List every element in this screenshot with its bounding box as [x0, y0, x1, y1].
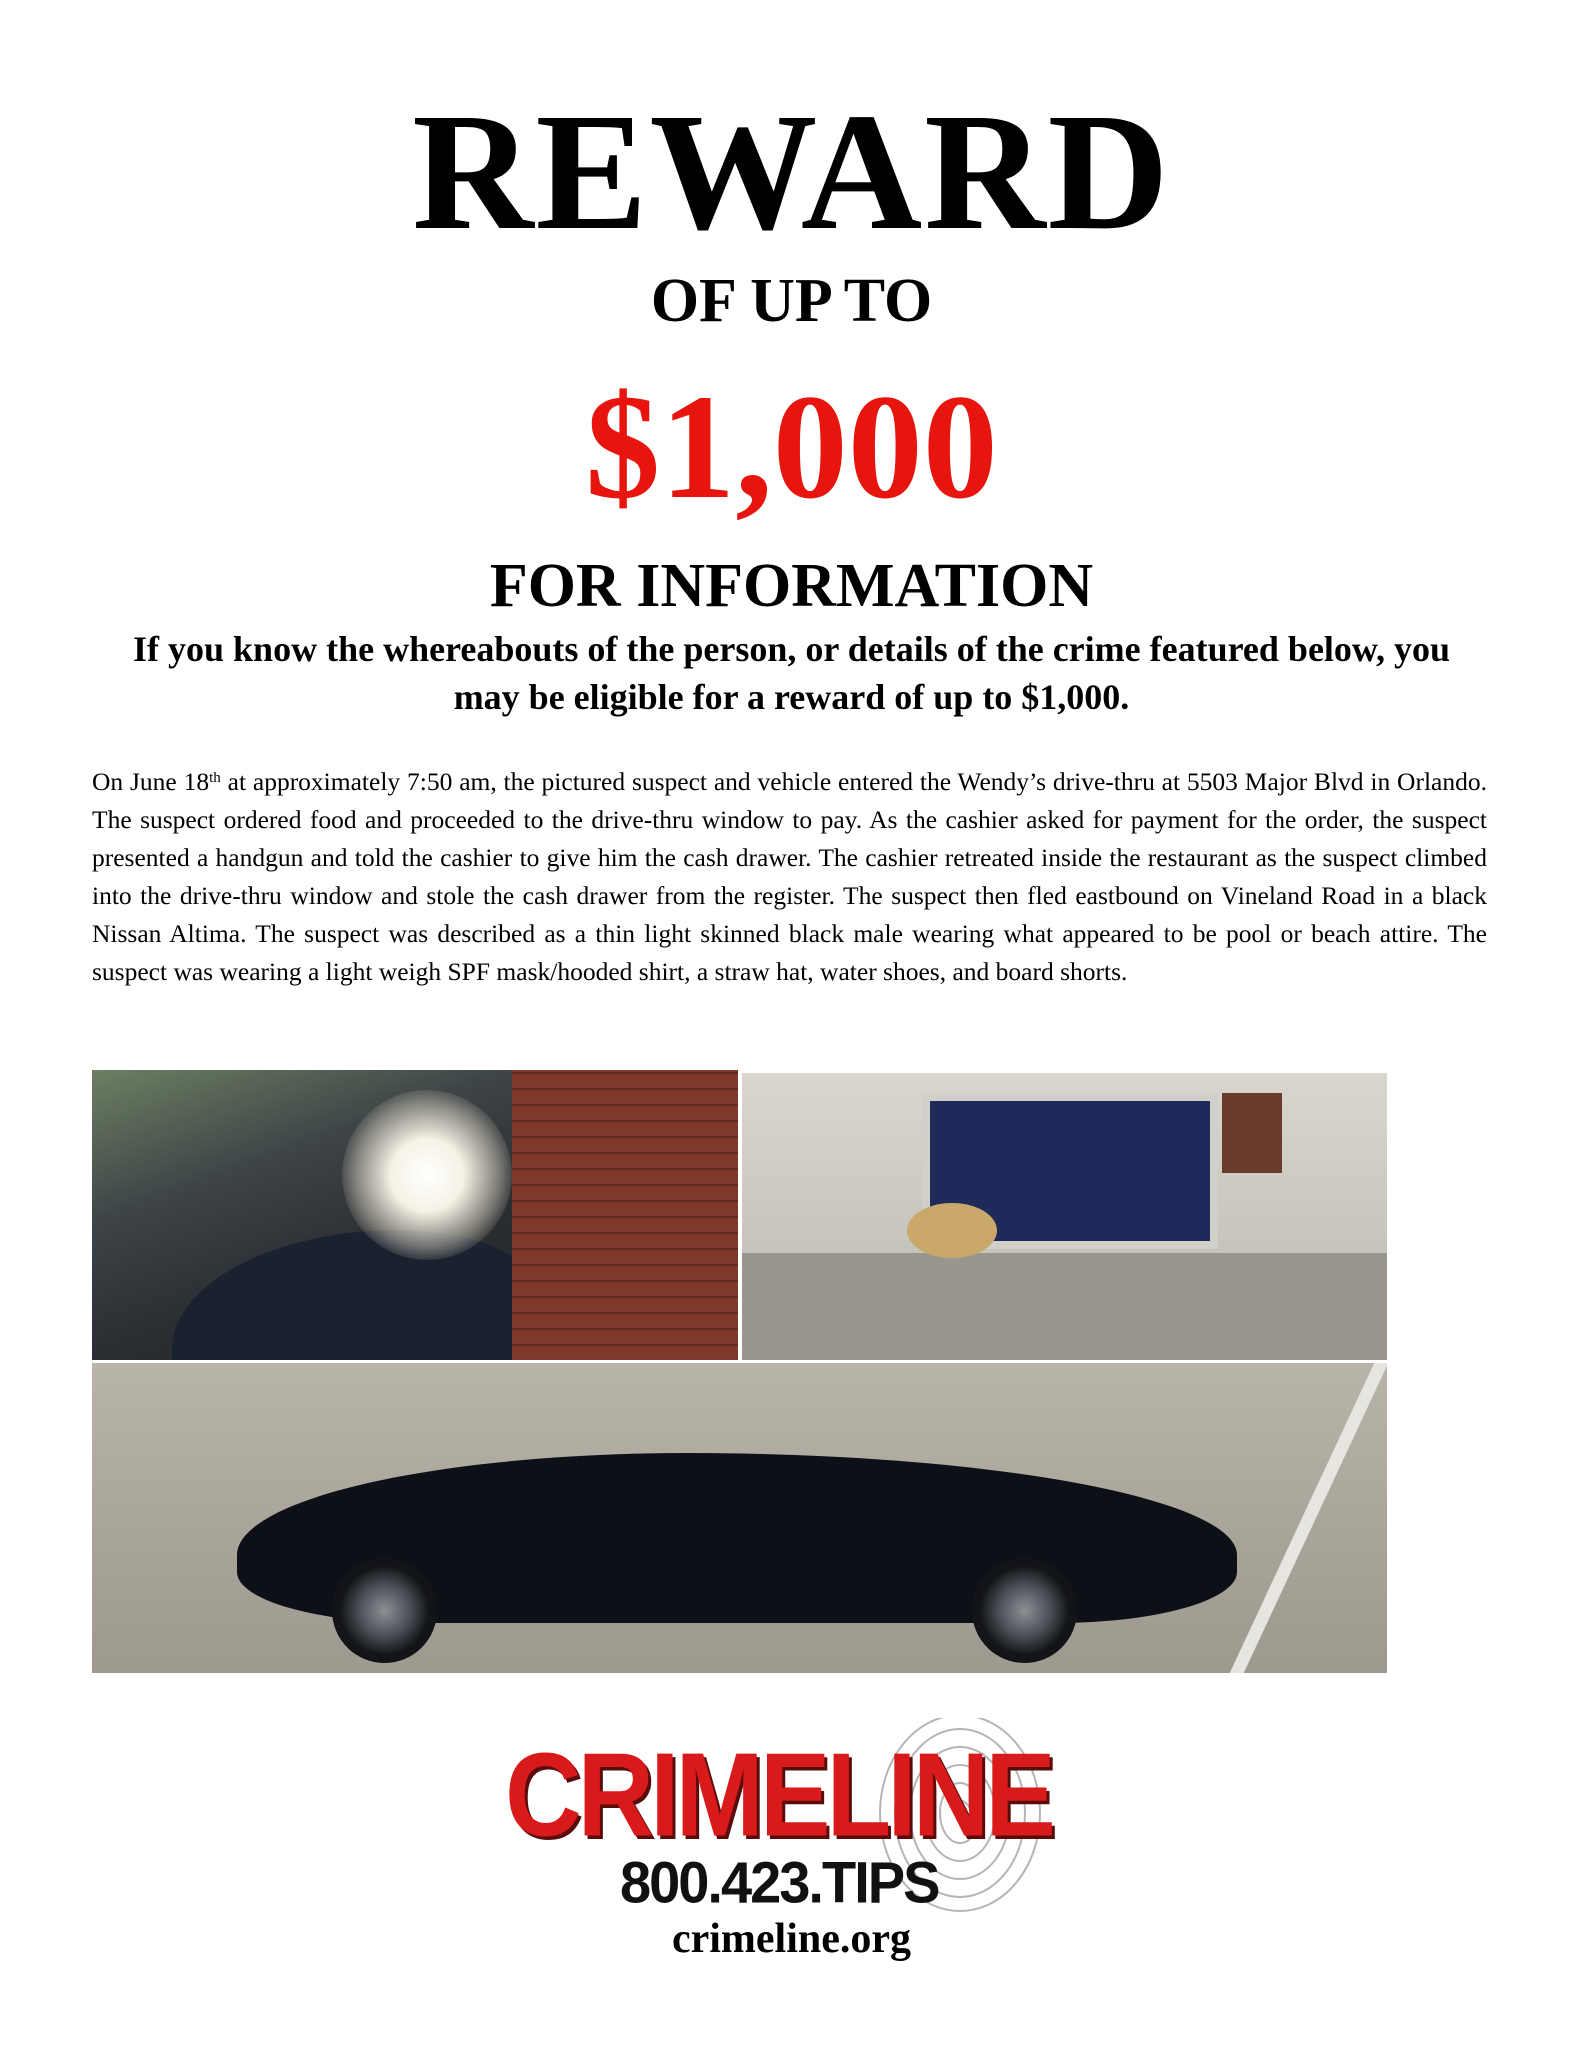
incident-description [92, 763, 1487, 991]
straw-hat [907, 1203, 997, 1258]
counter [742, 1253, 1387, 1360]
brick-wall [512, 1070, 738, 1360]
front-wheel [332, 1558, 437, 1663]
wall-board [1222, 1093, 1282, 1173]
reward-heading: REWARD [412, 79, 1171, 265]
website-link[interactable]: crimeline.org [671, 1916, 912, 1962]
eligibility-text: If you know the whereabouts of the person, or details of the crime featured below, you may be eligible for a reward of up to $1,000. [133, 629, 1450, 717]
of-up-to-text: OF UP TO [650, 267, 933, 335]
surveillance-photo-interior [742, 1073, 1387, 1360]
crimeline-logo [505, 1718, 1065, 1918]
surveillance-photo-vehicle [92, 1363, 1387, 1673]
sun-glare [342, 1090, 512, 1260]
surveillance-photo-drive-thru [92, 1070, 738, 1360]
tip-phone-number: 800.423.TIPS [620, 1848, 939, 1915]
rear-wheel [972, 1558, 1077, 1663]
suspect-vehicle-shape [172, 1230, 552, 1360]
story-body: at approximately 7:50 am, the pictured suspect and vehicle entered the Wendy’s drive-thru at 5503 Major Blvd in Orlando. The suspect ordered food and proceeded to the drive-thru window to pay. As the cashier asked for payment for the order, the suspect presented a handgun and told the cashier to give him the cash drawer. The cashier retreated inside the restaurant as the suspect climbed into the drive-thru window and stole the cash drawer from the register. The suspect then fled eastbound on Vineland Road in a black Nissan Altima. The suspect was described as a thin light skinned black male wearing what appeared to be pool or beach attire. The suspect was wearing a light weigh SPF mask/hooded shirt, a straw hat, water shoes, and board shorts. [92, 767, 1487, 986]
story-lead: On June 18 [92, 767, 210, 796]
parking-stripe [1230, 1363, 1387, 1673]
for-information-text: FOR INFORMATION [489, 552, 1094, 620]
date-superscript: th [209, 770, 221, 786]
crimeline-wordmark: CRIMELINE [505, 1729, 1052, 1862]
reward-amount: $1,000 [585, 364, 998, 530]
